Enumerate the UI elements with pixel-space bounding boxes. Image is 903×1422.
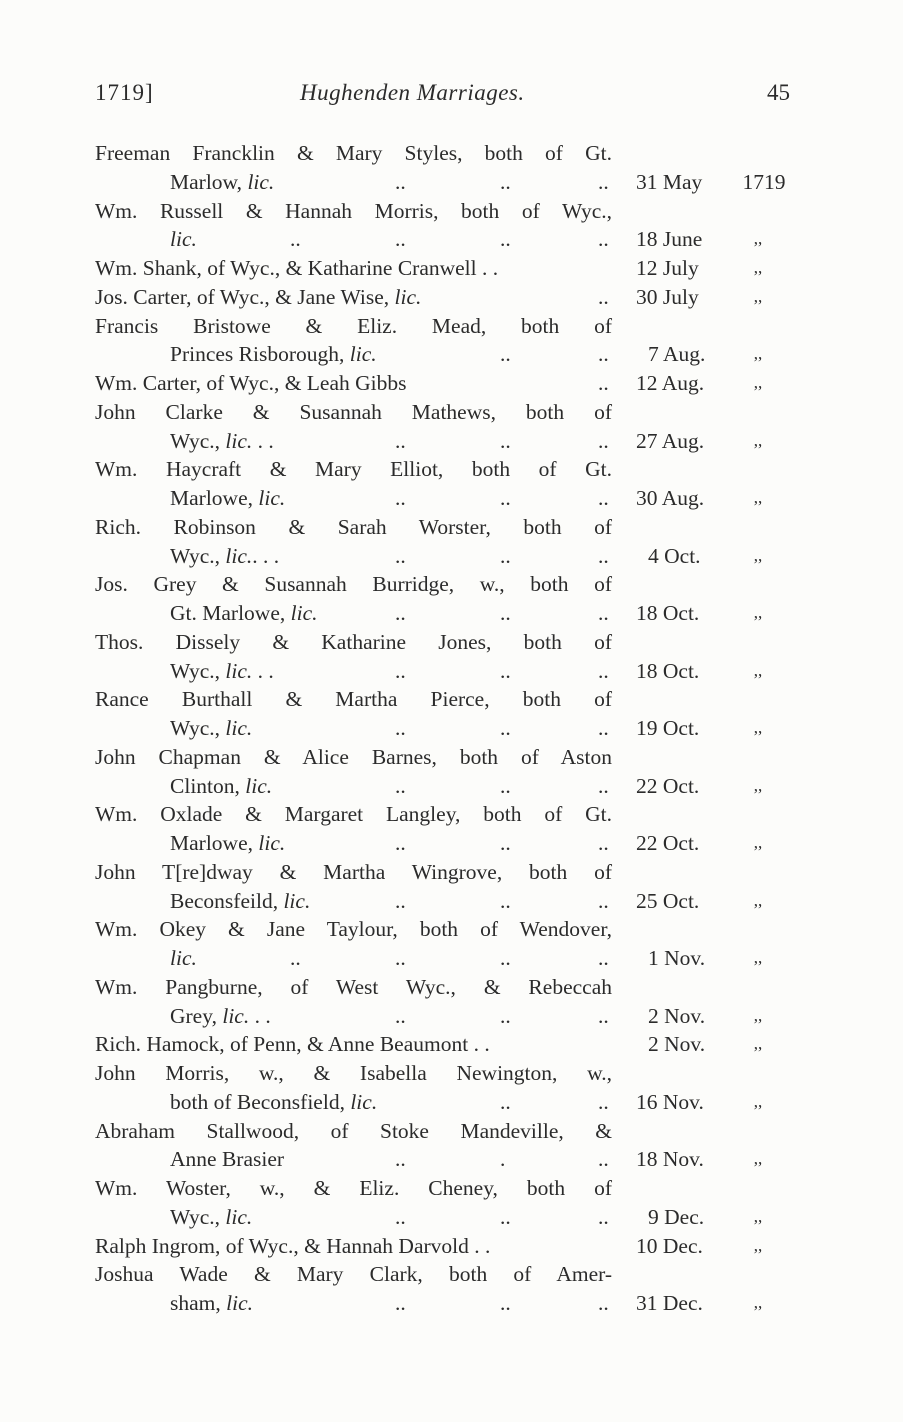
dot-leader: .. xyxy=(598,888,609,913)
entry-year: ,, xyxy=(753,775,763,795)
entry-date: 4 Oct. xyxy=(648,543,701,568)
entry-date: 12 July xyxy=(636,256,699,280)
entry-line xyxy=(95,254,795,283)
marriage-entry xyxy=(95,398,795,456)
entry-date: 30 July xyxy=(636,284,699,309)
entry-names: Wm. Haycraft & Mary Elliot, both of Gt. xyxy=(95,457,612,482)
entry-year: ,, xyxy=(753,1235,763,1255)
entry-continuation xyxy=(95,887,612,916)
dot-leader: .. xyxy=(395,1003,406,1028)
entry-text: Wyc., xyxy=(170,428,226,453)
entry-text: Marlowe, xyxy=(170,831,259,855)
entry-year: ,, xyxy=(753,1149,763,1169)
dot-leader: .. xyxy=(500,486,511,510)
entry-date: 27 Aug. xyxy=(636,428,705,453)
dot-leader: .. xyxy=(598,371,609,395)
header-year: 1719] xyxy=(95,80,154,105)
entry-text: sham, xyxy=(170,1291,227,1315)
entry-names: Abraham Stallwood, of Stoke Mandeville, & xyxy=(95,1118,612,1143)
dot-leader: .. xyxy=(500,773,511,798)
entry-names: Wm. Pangburne, of West Wyc., & Rebeccah xyxy=(95,974,612,999)
dot-leader: .. xyxy=(598,543,609,568)
dot-leader: .. xyxy=(395,946,406,970)
marriage-entry xyxy=(95,915,795,973)
entry-line xyxy=(95,628,795,657)
entry-date: 2 Nov. xyxy=(648,1003,706,1028)
dot-leader: .. xyxy=(395,773,406,798)
entry-names: John Morris, w., & Isabella Newington, w., xyxy=(95,1061,612,1085)
entry-text: . . xyxy=(252,658,274,683)
entry-line xyxy=(95,772,795,801)
dot-leader: .. xyxy=(598,169,609,194)
entry-names: John T[re]dway & Martha Wingrove, both of xyxy=(95,859,612,884)
entry-text: Anne Brasier xyxy=(170,1147,285,1172)
entry-line xyxy=(95,685,795,714)
dot-leader: .. xyxy=(598,601,609,625)
entry-continuation xyxy=(95,829,612,858)
marriage-entry xyxy=(95,283,795,312)
entry-date: 16 Nov. xyxy=(636,1089,704,1114)
entry-continuation xyxy=(95,225,612,254)
dot-leader: .. xyxy=(598,946,609,970)
entry-continuation xyxy=(95,1002,612,1031)
dot-leader: .. xyxy=(500,1204,511,1229)
dot-leader: .. xyxy=(500,831,511,855)
entry-text: Wyc., xyxy=(170,658,226,683)
entry-date: 10 Dec. xyxy=(636,1233,703,1258)
entry-date: 19 Oct. xyxy=(636,716,700,740)
entry-line xyxy=(95,887,795,916)
entry-line xyxy=(95,484,795,513)
marriage-entry xyxy=(95,197,795,255)
entry-line xyxy=(95,139,795,168)
entry-text: Rich. Hamock, of Penn, & Anne Beaumont . . xyxy=(95,1032,490,1057)
marriage-entry xyxy=(95,570,795,628)
dot-leader: .. xyxy=(395,888,406,913)
dot-leader: .. xyxy=(395,227,406,252)
entry-line xyxy=(95,340,795,369)
dot-leader: .. xyxy=(395,486,406,510)
dot-leader: .. xyxy=(598,342,609,367)
entry-text: both of Beconsfield, xyxy=(170,1089,351,1114)
entry-line xyxy=(95,1088,795,1117)
dot-leader: .. xyxy=(500,716,511,740)
entry-date: 12 Aug. xyxy=(636,371,705,395)
entry-line xyxy=(95,398,795,427)
entry-date: 18 Oct. xyxy=(636,658,700,683)
running-header xyxy=(95,80,790,114)
dot-leader: .. xyxy=(598,1291,609,1315)
entry-year: ,, xyxy=(753,890,763,910)
dot-leader: .. xyxy=(598,1003,609,1028)
marriage-entry xyxy=(95,973,795,1031)
entry-year: ,, xyxy=(753,1034,763,1054)
entry-line xyxy=(95,973,795,1002)
dot-leader: . xyxy=(500,1147,506,1172)
entry-text: Wyc., xyxy=(170,1204,226,1229)
dot-leader: .. xyxy=(598,1204,609,1229)
entry-names: Rich. Robinson & Sarah Worster, both of xyxy=(95,514,612,539)
licence-mark: lic. xyxy=(258,831,286,855)
dot-leader: .. xyxy=(500,543,511,568)
entry-names: Rance Burthall & Martha Pierce, both of xyxy=(95,687,612,712)
entry-continuation xyxy=(95,427,612,456)
entry-year: 1719 xyxy=(742,169,786,194)
entry-year: ,, xyxy=(753,373,763,392)
entry-names xyxy=(95,1232,612,1261)
licence-mark: lic. xyxy=(247,169,275,194)
licence-mark: lic. xyxy=(225,716,253,740)
entry-names: Wm. Okey & Jane Taylour, both of Wendover, xyxy=(95,917,612,942)
marriage-entry xyxy=(95,858,795,916)
entry-text: Beconsfeild, xyxy=(170,888,284,913)
entry-line xyxy=(95,513,795,542)
dot-leader: .. xyxy=(395,658,406,683)
entry-line xyxy=(95,570,795,599)
entry-year: ,, xyxy=(753,430,763,450)
entry-year: ,, xyxy=(753,1293,763,1312)
entry-year: ,, xyxy=(753,1005,763,1025)
dot-leader: .. xyxy=(598,773,609,798)
entry-date: 18 June xyxy=(636,227,703,252)
entry-text: . . xyxy=(252,428,274,453)
dot-leader: .. xyxy=(598,227,609,252)
entry-continuation xyxy=(95,1289,612,1318)
dot-leader: .. xyxy=(598,831,609,855)
licence-mark: lic. xyxy=(258,486,286,510)
entry-text: Princes Risborough, xyxy=(170,342,350,367)
entry-line xyxy=(95,1059,795,1088)
dot-leader: .. xyxy=(395,716,406,740)
entry-date: 25 Oct. xyxy=(636,888,700,913)
marriage-entry xyxy=(95,685,795,743)
dot-leader: .. xyxy=(395,169,406,194)
entry-continuation xyxy=(95,714,612,743)
entry-date: 18 Oct. xyxy=(636,601,700,625)
entry-date: 9 Dec. xyxy=(648,1204,705,1229)
dot-leader: .. xyxy=(290,227,301,252)
entry-year: ,, xyxy=(753,833,763,852)
dot-leader: .. xyxy=(395,1147,406,1172)
entry-line xyxy=(95,1002,795,1031)
marriage-entry xyxy=(95,139,795,197)
marriage-entry xyxy=(95,1260,795,1318)
entry-text: Gt. Marlowe, xyxy=(170,601,291,625)
entry-continuation xyxy=(95,168,612,197)
entry-names xyxy=(95,254,612,283)
marriage-entry xyxy=(95,743,795,801)
entry-date: 1 Nov. xyxy=(648,946,706,970)
licence-mark: lic. xyxy=(350,1089,378,1114)
dot-leader: .. xyxy=(395,543,406,568)
entry-line xyxy=(95,714,795,743)
dot-leader: .. xyxy=(395,831,406,855)
marriage-entry xyxy=(95,455,795,513)
entry-text: Wm. Shank, of Wyc., & Katharine Cranwell . . xyxy=(95,256,499,280)
entry-continuation xyxy=(95,1145,612,1174)
dot-leader: .. xyxy=(598,428,609,453)
entry-text: Wyc., xyxy=(170,543,226,568)
entry-continuation xyxy=(95,1203,612,1232)
entry-text: Grey, xyxy=(170,1003,223,1028)
entry-year: ,, xyxy=(753,258,763,277)
entry-names xyxy=(95,369,612,398)
entry-continuation xyxy=(95,772,612,801)
entry-year: ,, xyxy=(753,1206,763,1226)
marriage-entry xyxy=(95,312,795,370)
dot-leader: .. xyxy=(500,601,511,625)
dot-leader: .. xyxy=(500,169,511,194)
marriage-register-list xyxy=(95,139,795,1318)
entry-text: Marlowe, xyxy=(170,486,259,510)
dot-leader: .. xyxy=(598,486,609,510)
entry-date: 22 Oct. xyxy=(636,831,700,855)
entry-line xyxy=(95,800,795,829)
entry-line xyxy=(95,657,795,686)
entry-line xyxy=(95,915,795,944)
entry-line xyxy=(95,225,795,254)
licence-mark: lic. xyxy=(225,428,253,453)
entry-names: Joshua Wade & Mary Clark, both of Amer- xyxy=(95,1262,612,1287)
marriage-entry xyxy=(95,1030,795,1059)
entry-line xyxy=(95,1260,795,1289)
entry-date: 30 Aug. xyxy=(636,486,705,510)
entry-continuation xyxy=(95,944,612,973)
entry-year: ,, xyxy=(753,488,763,507)
dot-leader: .. xyxy=(500,946,511,970)
entry-names: John Chapman & Alice Barnes, both of Aston xyxy=(95,744,612,769)
entry-text: Wm. Carter, of Wyc., & Leah Gibbs xyxy=(95,371,407,395)
marriage-entry xyxy=(95,800,795,858)
entry-continuation xyxy=(95,599,612,628)
entry-names: Francis Bristowe & Eliz. Mead, both of xyxy=(95,313,612,338)
entry-text: . . xyxy=(249,1003,271,1028)
page-title: Hughenden Marriages. xyxy=(300,80,525,105)
marriage-entry xyxy=(95,254,795,283)
entry-year: ,, xyxy=(753,603,763,622)
marriage-entry xyxy=(95,1232,795,1261)
entry-year: ,, xyxy=(753,1091,763,1111)
entry-line xyxy=(95,829,795,858)
dot-leader: .. xyxy=(500,658,511,683)
entry-continuation xyxy=(95,1088,612,1117)
entry-year: ,, xyxy=(753,229,763,249)
entry-continuation xyxy=(95,542,612,571)
licence-mark: lic. xyxy=(349,342,377,367)
dot-leader: .. xyxy=(290,946,301,970)
entry-year: ,, xyxy=(753,286,763,306)
entry-date: 31 May xyxy=(636,169,703,194)
dot-leader: .. xyxy=(500,342,511,367)
dot-leader: .. xyxy=(598,716,609,740)
entry-text: Ralph Ingrom, of Wyc., & Hannah Darvold . . xyxy=(95,1233,491,1258)
entry-line xyxy=(95,1232,795,1261)
entry-line xyxy=(95,168,795,197)
licence-mark: lic. xyxy=(225,658,253,683)
licence-mark: lic. xyxy=(283,888,311,913)
licence-mark: lic. xyxy=(225,1204,253,1229)
entry-names: Jos. Grey & Susannah Burridge, w., both of xyxy=(95,572,612,597)
entry-names xyxy=(95,283,612,312)
dot-leader: .. xyxy=(598,1147,609,1172)
dot-leader: .. xyxy=(500,227,511,252)
licence-mark: lic. xyxy=(394,284,422,309)
marriage-entry xyxy=(95,513,795,571)
entry-line xyxy=(95,542,795,571)
licence-mark: lic. xyxy=(226,1291,254,1315)
dot-leader: .. xyxy=(500,1291,511,1315)
marriage-entry xyxy=(95,1117,795,1175)
entry-text: Jos. Carter, of Wyc., & Jane Wise, xyxy=(95,284,395,309)
entry-date: 22 Oct. xyxy=(636,773,700,798)
entry-names: Wm. Woster, w., & Eliz. Cheney, both of xyxy=(95,1176,612,1200)
dot-leader: .. xyxy=(500,1003,511,1028)
licence-mark: lic. xyxy=(245,773,273,798)
licence-mark: lic. xyxy=(222,1003,250,1028)
entry-line xyxy=(95,743,795,772)
entry-names: Thos. Dissely & Katharine Jones, both of xyxy=(95,629,612,654)
dot-leader: .. xyxy=(500,888,511,913)
entry-names: Wm. Russell & Hannah Morris, both of Wyc., xyxy=(95,198,612,223)
entry-continuation xyxy=(95,340,612,369)
entry-line xyxy=(95,599,795,628)
entry-line xyxy=(95,944,795,973)
dot-leader: .. xyxy=(395,1291,406,1315)
entry-line xyxy=(95,283,795,312)
licence-mark: lic. xyxy=(225,543,253,568)
page-number: 45 xyxy=(767,80,790,105)
entry-text: Marlow, xyxy=(170,169,248,194)
entry-line xyxy=(95,369,795,398)
dot-leader: .. xyxy=(395,1204,406,1229)
marriage-entry xyxy=(95,1174,795,1232)
entry-text: Clinton, xyxy=(170,773,246,798)
entry-line xyxy=(95,858,795,887)
entry-line xyxy=(95,1030,795,1059)
entry-year: ,, xyxy=(753,718,763,737)
dot-leader: .. xyxy=(598,1089,609,1114)
entry-line xyxy=(95,455,795,484)
entry-line xyxy=(95,197,795,226)
dot-leader: .. xyxy=(395,601,406,625)
entry-year: ,, xyxy=(753,660,763,680)
entry-year: ,, xyxy=(753,545,763,565)
entry-date: 18 Nov. xyxy=(636,1147,704,1172)
licence-mark: lic. xyxy=(170,946,197,970)
entry-names: Wm. Oxlade & Margaret Langley, both of Gt. xyxy=(95,802,612,827)
entry-names: Freeman Francklin & Mary Styles, both of Gt. xyxy=(95,141,612,165)
dot-leader: .. xyxy=(598,284,609,309)
dot-leader: .. xyxy=(598,658,609,683)
entry-year: ,, xyxy=(753,344,763,364)
entry-date: 2 Nov. xyxy=(648,1032,706,1057)
licence-mark: lic. xyxy=(170,227,197,252)
entry-text: Wyc., xyxy=(170,716,226,740)
entry-line xyxy=(95,1117,795,1146)
entry-names: John Clarke & Susannah Mathews, both of xyxy=(95,399,612,424)
marriage-entry xyxy=(95,369,795,398)
entry-line xyxy=(95,427,795,456)
licence-mark: lic. xyxy=(290,601,318,625)
entry-continuation xyxy=(95,484,612,513)
entry-line xyxy=(95,312,795,341)
entry-text: . . . xyxy=(252,543,280,568)
dot-leader: .. xyxy=(500,428,511,453)
entry-line xyxy=(95,1203,795,1232)
entry-line xyxy=(95,1174,795,1203)
entry-names xyxy=(95,1030,612,1059)
marriage-entry xyxy=(95,1059,795,1117)
entry-date: 31 Dec. xyxy=(636,1291,703,1315)
entry-line xyxy=(95,1145,795,1174)
dot-leader: .. xyxy=(500,1089,511,1114)
entry-line xyxy=(95,1289,795,1318)
dot-leader: .. xyxy=(395,428,406,453)
entry-year: ,, xyxy=(753,948,763,967)
marriage-entry xyxy=(95,628,795,686)
entry-continuation xyxy=(95,657,612,686)
entry-date: 7 Aug. xyxy=(648,342,706,367)
